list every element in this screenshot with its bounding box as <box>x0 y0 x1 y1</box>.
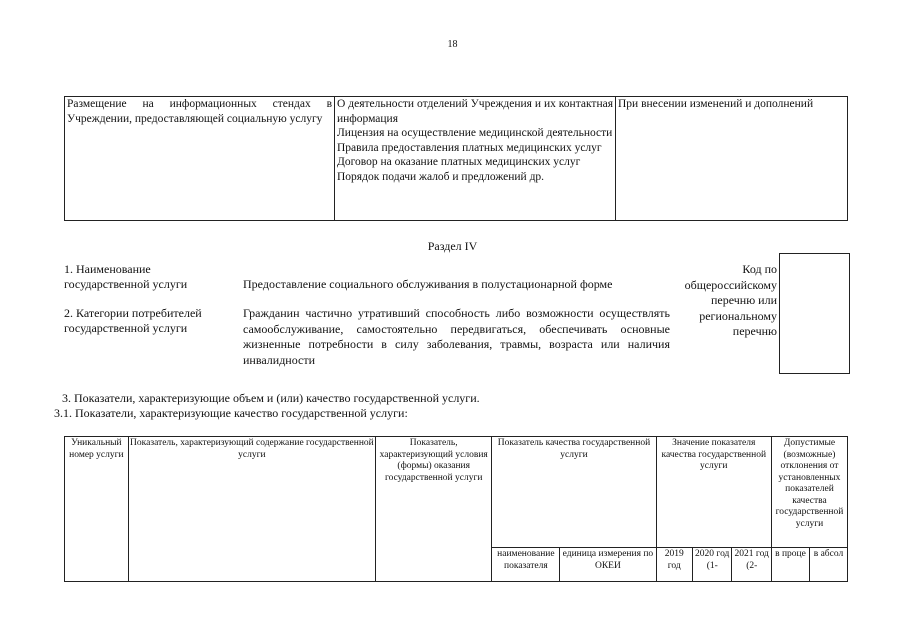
header-quality: Показатель качества государственной услуги <box>492 437 656 548</box>
heading-3: 3. Показатели, характеризующие объем и (или) качество государственной услуги. <box>62 391 480 405</box>
service-name-label-line: 1. Наименование <box>64 262 151 276</box>
header-deviation: Допустимые (возможные) отклонения от установленных показателей качества государственной услуги <box>771 437 847 548</box>
service-name-label <box>64 262 234 292</box>
sub-year-2020: 2020 год (1- <box>692 548 732 582</box>
header-conditions: Показатель, характеризующий условия (формы) оказания государственной услуги <box>375 437 491 582</box>
page-number: 18 <box>447 39 458 50</box>
info-method: Размещение на информационных стендах в Учреждении, предоставляющей социальную услугу <box>65 97 335 221</box>
info-table <box>64 96 848 221</box>
service-name-label-line: государственной услуги <box>64 277 188 291</box>
section-title: Раздел IV <box>427 239 478 253</box>
sub-year-2021: 2021 год (2- <box>732 548 772 582</box>
code-label: Код по общероссийскому перечню или региональному перечню <box>684 262 777 338</box>
info-frequency: При внесении изменений и дополнений <box>616 97 848 221</box>
info-content-line: Правила предоставления платных медицинских услуг <box>337 141 602 154</box>
info-content-line: Порядок подачи жалоб и предложений др. <box>337 170 545 183</box>
category-value: Гражданин частично утративший способность либо возможности осуществлять самообслуживание, самостоятельно передвигаться, обеспечивать основные жизненные потребности в силу заболевания, травмы, возраста или наличия инвалидности <box>243 306 670 367</box>
header-value: Значение показателя качества государственной услуги <box>656 437 771 548</box>
sub-percent: в проце <box>771 548 809 582</box>
sub-indicator-name: наименование показателя <box>492 548 560 582</box>
sub-unit: единица измерения по ОКЕИ <box>560 548 656 582</box>
info-content-line: О деятельности отделений Учреждения и их контактная информация <box>337 98 613 125</box>
header-content: Показатель, характеризующий содержание государственной услуги <box>128 437 375 582</box>
category-label-line: государственной услуги <box>64 321 188 335</box>
heading-3-1: 3.1. Показатели, характеризующие качество государственной услуги: <box>54 406 408 420</box>
info-content <box>335 97 616 221</box>
info-content-line: Договор на оказание платных медицинских услуг <box>337 156 581 168</box>
header-unique-number: Уникальный номер услуги <box>65 437 129 582</box>
category-label-line: 2. Категории потребителей <box>64 306 202 320</box>
service-name-value: Предоставление социального обслуживания в полустационарной форме <box>243 277 613 291</box>
info-content-line: Лицензия на осуществление медицинской деятельности <box>337 127 613 139</box>
sub-absolute: в абсол <box>809 548 847 582</box>
sub-year-2019: 2019 год <box>656 548 692 582</box>
quality-table <box>64 436 848 582</box>
code-box <box>779 253 850 374</box>
category-label <box>64 306 239 336</box>
